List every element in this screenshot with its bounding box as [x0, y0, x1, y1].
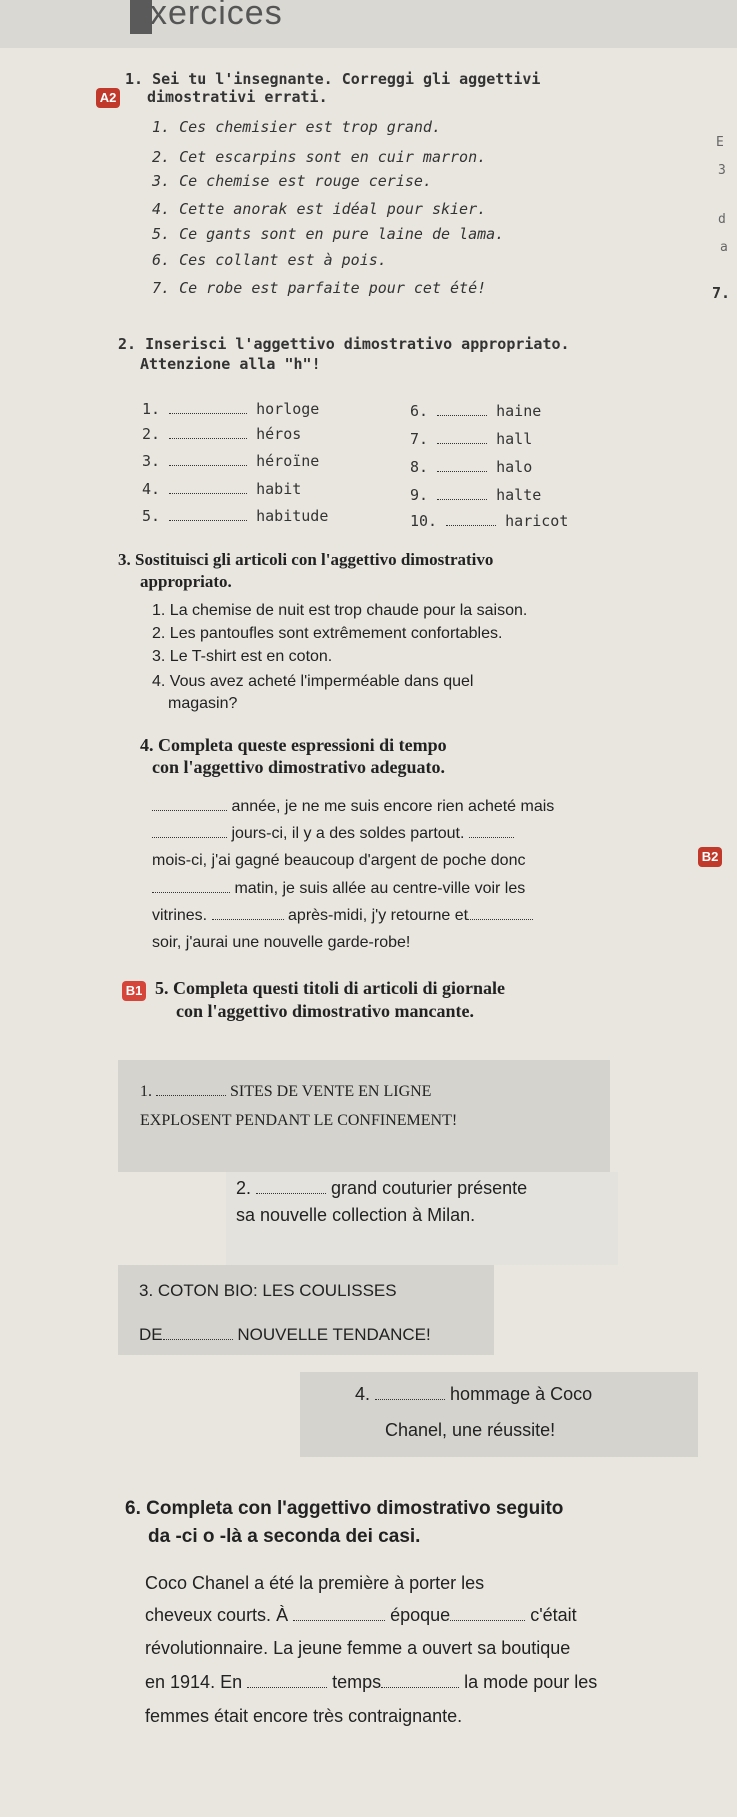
blank[interactable]: [156, 1095, 226, 1096]
blank[interactable]: [468, 919, 533, 920]
ex6-line-1: Coco Chanel a été la première à porter les: [145, 1573, 485, 1593]
ex1-heading-2: dimostrativi errati.: [147, 88, 328, 106]
ex2-heading: 2. Inserisci l'aggettivo dimostrativo appropriato.: [118, 335, 570, 353]
ex1-item-2: 2. Cet escarpins sont en cuir marron.: [152, 148, 487, 166]
ex4-line-5: vitrines. après-midi, j'y retourne et: [152, 907, 533, 925]
ex6-heading-2: da -ci o -là a seconda dei casi.: [148, 1526, 421, 1547]
level-badge-b1: B1: [122, 981, 146, 1001]
ex6-line-2: cheveux courts. À époque c'était: [145, 1605, 577, 1625]
header-bar: [0, 0, 737, 48]
ex2-item-2: 2. héros: [142, 425, 302, 443]
margin-fragment: 3: [718, 163, 726, 178]
ex2-item-3: 3. héroïne: [142, 452, 320, 470]
ex2-item-9: 9. halte: [410, 486, 542, 504]
page-title: xercices: [150, 0, 283, 32]
blank[interactable]: [437, 499, 487, 500]
ex4-heading-2: con l'aggettivo dimostrativo adeguato.: [152, 757, 445, 777]
ex4-heading: 4. Completa queste espressioni di tempo: [140, 735, 447, 755]
headline-3-line-1: 3. COTON BIO: LES COULISSES: [139, 1281, 397, 1300]
ex3-item-4-cont: magasin?: [168, 695, 238, 712]
ex4-line-1: année, je ne me suis encore rien acheté mais: [152, 798, 554, 816]
ex4-line-4: matin, je suis allée au centre-ville voir les: [152, 880, 525, 898]
ex1-item-1: 1. Ces chemisier est trop grand.: [152, 118, 441, 136]
level-badge-b2: B2: [698, 847, 722, 867]
ex6-line-3: révolutionnaire. La jeune femme a ouvert sa boutique: [145, 1638, 571, 1658]
margin-fragment: E: [716, 135, 724, 150]
ex1-heading: 1. Sei tu l'insegnante. Correggi gli aggettivi: [125, 70, 541, 88]
blank[interactable]: [169, 438, 247, 439]
ex2-item-5: 5. habitude: [142, 507, 329, 525]
blank[interactable]: [293, 1620, 385, 1621]
blank[interactable]: [446, 525, 496, 526]
ex3-item-3: 3. Le T-shirt est en coton.: [152, 648, 333, 665]
blank[interactable]: [375, 1399, 445, 1400]
headline-3-line-2: DE NOUVELLE TENDANCE!: [139, 1325, 431, 1344]
blank[interactable]: [212, 919, 284, 920]
level-badge-a2: A2: [96, 88, 120, 108]
ex1-item-7: 7. Ce robe est parfaite pour cet été!: [152, 279, 487, 297]
ex4-line-2: jours-ci, il y a des soldes partout.: [152, 825, 514, 843]
ex2-item-6: 6. haine: [410, 402, 542, 420]
ex2-item-7: 7. hall: [410, 430, 533, 448]
ex4-line-3: mois-ci, j'ai gagné beaucoup d'argent de poche donc: [152, 852, 526, 869]
blank[interactable]: [152, 837, 227, 838]
margin-fragment: 7.: [712, 284, 731, 302]
blank[interactable]: [437, 471, 487, 472]
headline-2-line-1: 2. grand couturier présente: [236, 1178, 528, 1198]
ex3-heading-2: appropriato.: [140, 572, 232, 591]
headline-1-line-1: 1. SITES DE VENTE EN LIGNE: [140, 1083, 432, 1100]
ex2-item-1: 1. horloge: [142, 400, 320, 418]
blank[interactable]: [169, 465, 247, 466]
ex2-item-10: 10. haricot: [410, 512, 569, 530]
ex6-line-5: femmes était encore très contraignante.: [145, 1706, 463, 1726]
ex2-item-4: 4. habit: [142, 480, 302, 498]
blank[interactable]: [169, 520, 247, 521]
ex1-item-3: 3. Ce chemise est rouge cerise.: [152, 172, 432, 190]
blank[interactable]: [437, 415, 487, 416]
ex5-heading-2: con l'aggettivo dimostrativo mancante.: [176, 1001, 474, 1021]
ex3-item-4: 4. Vous avez acheté l'imperméable dans quel: [152, 673, 474, 690]
blank[interactable]: [469, 837, 514, 838]
blank[interactable]: [247, 1687, 327, 1688]
blank[interactable]: [152, 892, 230, 893]
margin-fragment: a: [720, 240, 728, 255]
ex4-line-6: soir, j'aurai une nouvelle garde-robe!: [152, 934, 411, 951]
blank[interactable]: [381, 1687, 459, 1688]
ex1-item-5: 5. Ce gants sont en pure laine de lama.: [152, 225, 505, 243]
blank[interactable]: [256, 1193, 326, 1194]
blank[interactable]: [450, 1620, 525, 1621]
blank[interactable]: [169, 413, 247, 414]
ex1-item-6: 6. Ces collant est à pois.: [152, 251, 387, 269]
headline-4-line-1: 4. hommage à Coco: [355, 1384, 593, 1404]
ex1-item-4: 4. Cette anorak est idéal pour skier.: [152, 200, 487, 218]
ex3-item-2: 2. Les pantoufles sont extrêmement confortables.: [152, 625, 503, 642]
ex5-heading: 5. Completa questi titoli di articoli di giornale: [155, 978, 505, 998]
title-initial-block: [130, 0, 152, 34]
ex6-line-4: en 1914. En temps la mode pour les: [145, 1672, 598, 1692]
blank[interactable]: [152, 810, 227, 811]
ex2-heading-2: Attenzione alla "h"!: [140, 355, 321, 373]
ex3-item-1: 1. La chemise de nuit est trop chaude pour la saison.: [152, 602, 528, 619]
blank[interactable]: [437, 443, 487, 444]
ex6-heading: 6. Completa con l'aggettivo dimostrativo seguito: [125, 1498, 564, 1519]
headline-2-line-2: sa nouvelle collection à Milan.: [236, 1205, 476, 1225]
headline-1-line-2: EXPLOSENT PENDANT LE CONFINEMENT!: [140, 1112, 458, 1129]
ex3-heading: 3. Sostituisci gli articoli con l'aggettivo dimostrativo: [118, 550, 494, 569]
headline-4-line-2: Chanel, une réussite!: [385, 1420, 556, 1440]
margin-fragment: d: [718, 212, 726, 227]
blank[interactable]: [163, 1339, 233, 1340]
blank[interactable]: [169, 493, 247, 494]
ex2-item-8: 8. halo: [410, 458, 533, 476]
